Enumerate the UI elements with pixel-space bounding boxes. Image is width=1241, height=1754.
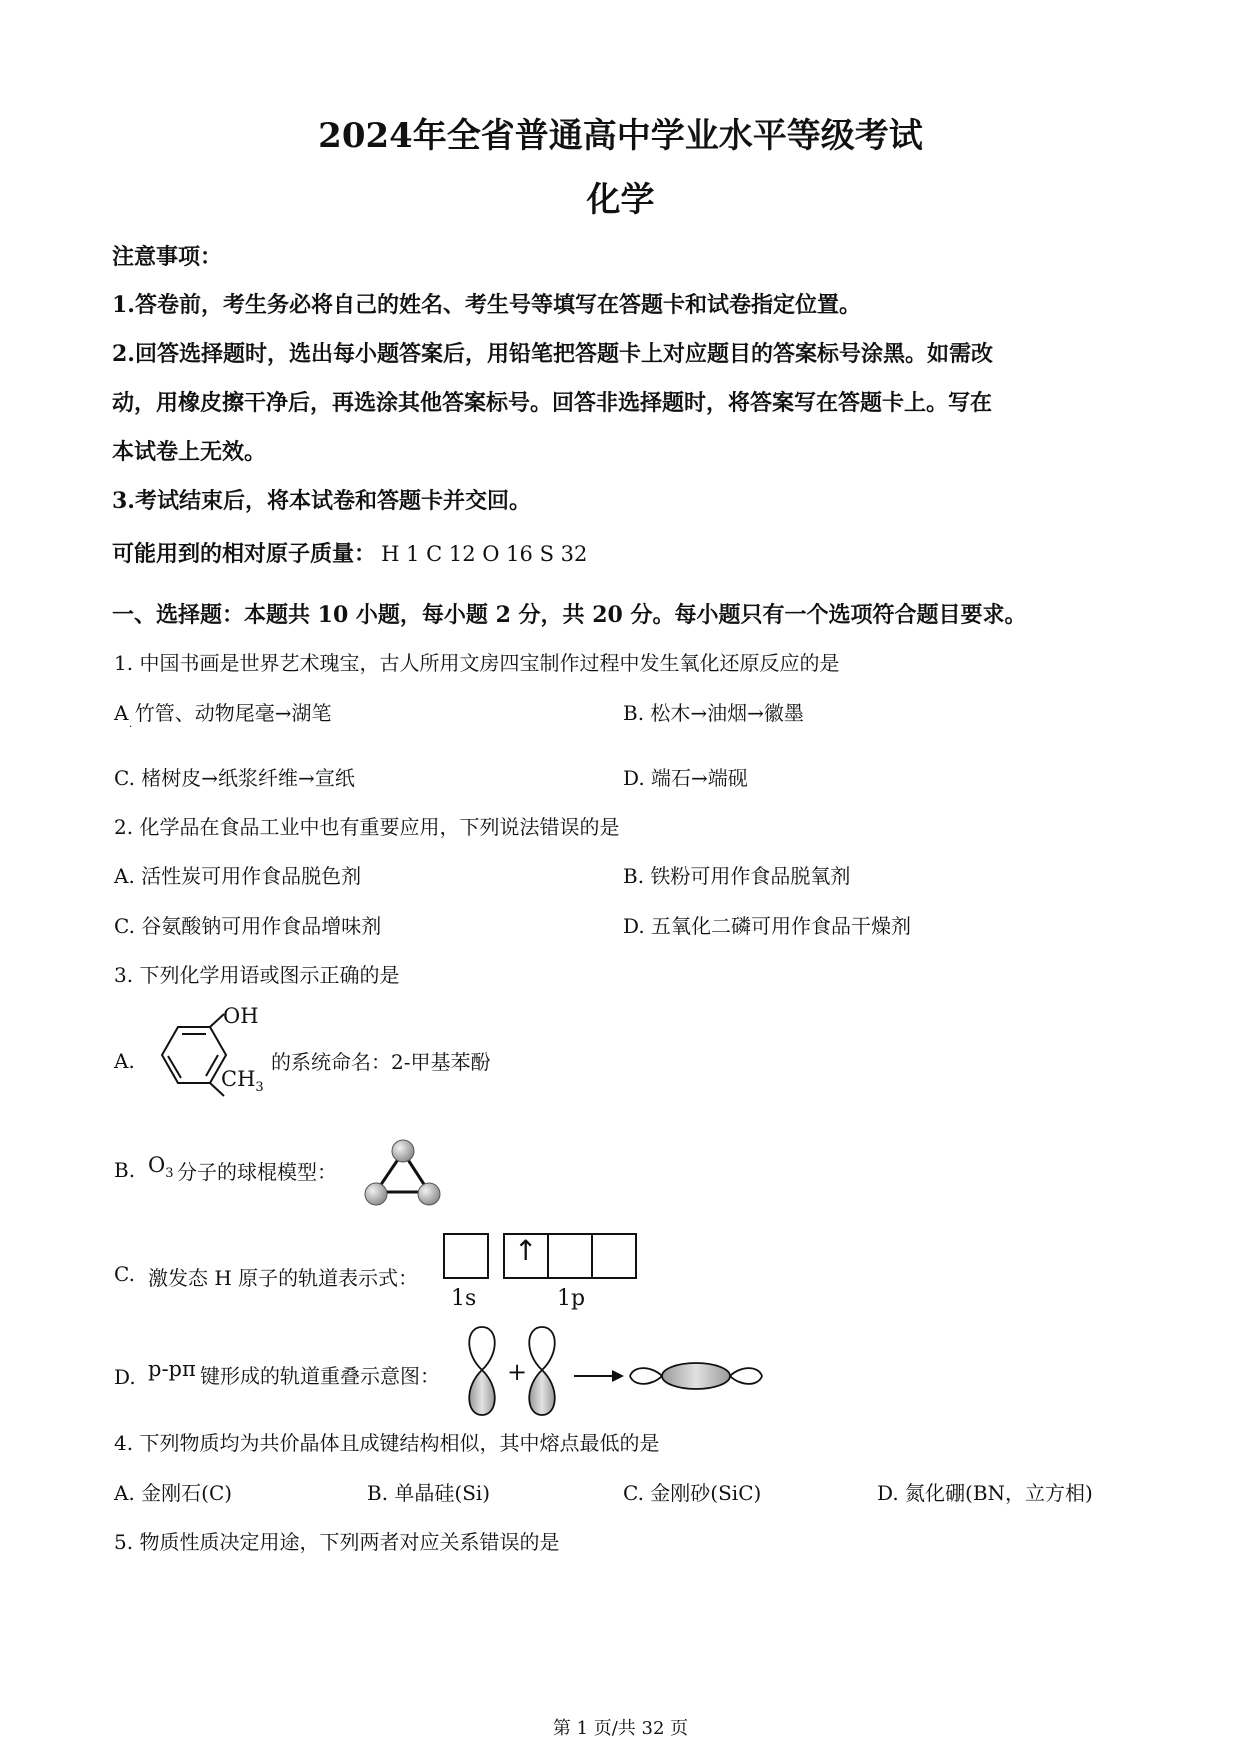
section-1-heading: 一、选择题：本题共 10 小题，每小题 2 分，共 20 分。每小题只有一个选项符合题目要求。: [112, 602, 1027, 628]
p-orbital-right-icon: [529, 1327, 555, 1415]
orbital-label-1p: 1p: [557, 1286, 586, 1311]
notice-item-2-line-3: 本试卷上无效。: [112, 439, 267, 465]
atomic-mass-values: H 1 C 12 O 16 S 32: [381, 542, 588, 566]
spin-up-arrow-icon: ↑: [514, 1234, 538, 1267]
plus-sign: +: [507, 1358, 528, 1386]
question-3-option-a-text: 的系统命名：2-甲基苯酚: [271, 1050, 491, 1074]
notice-item-1: 1.答卷前，考生务必将自己的姓名、考生号等填写在答题卡和试卷指定位置。: [112, 292, 861, 318]
methyl-label: [221, 1067, 264, 1095]
orbital-label-1s: 1s: [451, 1286, 477, 1311]
question-3-stem: 3. 下列化学用语或图示正确的是: [114, 963, 400, 987]
question-3-option-c-text: 激发态 H 原子的轨道表示式：: [148, 1266, 419, 1290]
question-3-option-a-label: A.: [114, 1049, 135, 1073]
ozone-ball-stick-icon: [363, 1138, 443, 1210]
question-1-option-a: A 竹管、动物尾毫→湖笔: [114, 701, 332, 725]
ppi-bond-label: p-pπ: [148, 1357, 196, 1381]
orbital-boxes: [443, 1233, 643, 1281]
question-5-stem: 5. 物质性质决定用途，下列两者对应关系错误的是: [114, 1530, 560, 1554]
p-orbital-left-icon: [469, 1327, 495, 1415]
question-4-option-d: D. 氮化硼(BN，立方相): [877, 1481, 1093, 1505]
question-1-stem: 1. 中国书画是世界艺术瑰宝，古人所用文房四宝制作过程中发生氧化还原反应的是: [114, 651, 840, 675]
orbital-box-1p-2: [548, 1234, 592, 1278]
notice-item-2-line-2: 动，用橡皮擦干净后，再选涂其他答案标号。回答非选择题时，将答案写在答题卡上。写在: [112, 390, 993, 416]
notice-item-2-line-1: 2.回答选择题时，选出每小题答案后，用铅笔把答题卡上对应题目的答案标号涂黑。如需改: [112, 341, 993, 367]
question-2-option-b: B. 铁粉可用作食品脱氧剂: [623, 864, 851, 888]
ozone-formula: [148, 1153, 174, 1181]
hydroxyl-label: OH: [223, 1004, 259, 1028]
question-1-option-d: D. 端石→端砚: [623, 766, 748, 790]
notice-heading: 注意事项：: [112, 244, 223, 270]
notice-item-3: 3.考试结束后，将本试卷和答题卡并交回。: [112, 488, 531, 514]
ozone-o: O: [148, 1153, 166, 1177]
question-3-option-b-label: B.: [114, 1158, 136, 1182]
question-2-option-d: D. 五氧化二磷可用作食品干燥剂: [623, 914, 912, 938]
stray-dot: ·: [129, 722, 133, 733]
question-4-stem: 4. 下列物质均为共价晶体且成键结构相似，其中熔点最低的是: [114, 1431, 660, 1455]
atomic-mass-label: 可能用到的相对原子质量：: [112, 541, 377, 567]
arrow-right-icon: [574, 1370, 624, 1382]
methyl-ch: CH: [221, 1067, 256, 1091]
question-3-option-d-label: D.: [114, 1365, 136, 1389]
benzene-ring: [162, 1027, 226, 1083]
question-2-option-a: A. 活性炭可用作食品脱色剂: [114, 864, 362, 888]
p-orbital-overlap-diagram: [462, 1323, 762, 1423]
subject-title: 化学: [586, 180, 655, 220]
question-3-option-d-text: 键形成的轨道重叠示意图：: [200, 1364, 440, 1388]
question-4-option-c: C. 金刚砂(SiC): [623, 1481, 762, 1505]
page-footer: 第 1 页/共 32 页: [552, 1718, 689, 1739]
question-1-option-c: C. 楮树皮→纸浆纤维→宣纸: [114, 766, 355, 790]
question-4-option-a: A. 金刚石(C): [114, 1481, 233, 1505]
orbital-box-1p-3: [592, 1234, 636, 1278]
atomic-mass-line: [112, 537, 587, 568]
exam-title: 2024年全省普通高中学业水平等级考试: [318, 116, 923, 156]
question-4-option-b: B. 单晶硅(Si): [367, 1481, 491, 1505]
question-3-option-b-text: 分子的球棍模型：: [177, 1160, 337, 1184]
question-2-stem: 2. 化学品在食品工业中也有重要应用，下列说法错误的是: [114, 815, 620, 839]
orbital-box-1s: [444, 1234, 488, 1278]
question-2-option-c: C. 谷氨酸钠可用作食品增味剂: [114, 914, 382, 938]
pi-bond-overlap-icon: [630, 1363, 762, 1389]
ozone-subscript: 3: [165, 1166, 174, 1182]
methyl-subscript: 3: [255, 1080, 264, 1096]
question-3-option-c-label: C.: [114, 1262, 135, 1286]
question-1-option-b: B. 松木→油烟→徽墨: [623, 701, 804, 725]
